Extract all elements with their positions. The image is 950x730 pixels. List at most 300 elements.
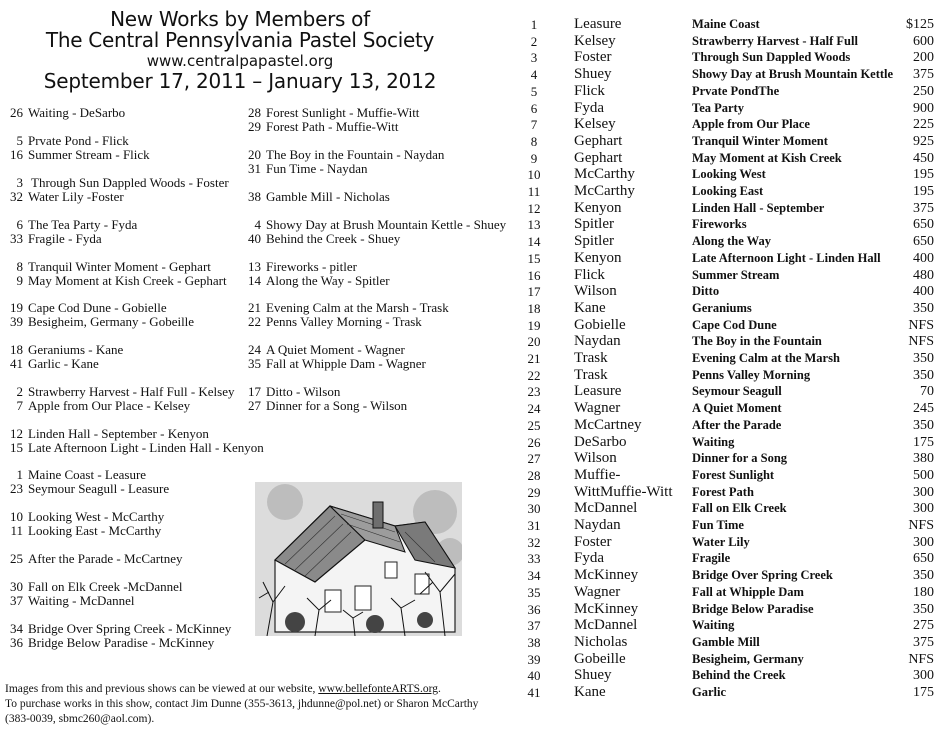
work-title-artist: May Moment at Kish Creek - Gephart bbox=[28, 273, 227, 288]
works-list-item bbox=[4, 356, 99, 371]
work-title-artist: Bridge Over Spring Creek - McKinney bbox=[28, 621, 232, 636]
house-sketch-image bbox=[255, 482, 462, 636]
row-number: 1 bbox=[530, 17, 538, 32]
artist-name: Shuey bbox=[574, 66, 612, 82]
price-table-row bbox=[520, 617, 940, 634]
price: 500 bbox=[913, 468, 934, 483]
price-table-row bbox=[520, 667, 940, 684]
row-number: 11 bbox=[527, 184, 541, 199]
work-title-artist: Gamble Mill - Nicholas bbox=[266, 189, 390, 204]
row-number: 25 bbox=[527, 418, 541, 433]
work-number: 7 bbox=[16, 398, 23, 413]
row-number: 36 bbox=[527, 602, 541, 617]
artist-name: McDannel bbox=[574, 617, 638, 633]
work-title-artist: The Tea Party - Fyda bbox=[28, 217, 138, 232]
artwork-title: Summer Stream bbox=[692, 268, 780, 282]
works-list-item bbox=[4, 467, 146, 482]
work-number: 26 bbox=[10, 105, 23, 120]
work-title-artist: Ditto - Wilson bbox=[266, 384, 341, 399]
work-title-artist: Tranquil Winter Moment - Gephart bbox=[28, 259, 211, 274]
work-number: 14 bbox=[248, 273, 261, 288]
row-number: 24 bbox=[527, 401, 541, 416]
price-table-row bbox=[520, 250, 940, 267]
works-list-item bbox=[242, 300, 449, 315]
works-list-item bbox=[4, 426, 209, 441]
works-list-item bbox=[4, 440, 264, 455]
work-number: 4 bbox=[254, 217, 261, 232]
artwork-title: Forest Sunlight bbox=[692, 468, 775, 482]
work-number: 40 bbox=[248, 231, 261, 246]
work-title-artist: Water Lily -Foster bbox=[28, 189, 124, 204]
row-number: 3 bbox=[530, 50, 538, 65]
artist-name: Gobeille bbox=[574, 651, 626, 667]
artist-name: Fyda bbox=[574, 100, 604, 116]
work-title-artist: Through Sun Dappled Woods - Foster bbox=[28, 175, 229, 190]
price: 375 bbox=[913, 67, 934, 82]
artist-name: Spitler bbox=[574, 216, 614, 232]
works-list-item bbox=[4, 133, 129, 148]
work-number: 22 bbox=[248, 314, 261, 329]
works-list-item bbox=[242, 314, 422, 329]
artwork-title: Bridge Over Spring Creek bbox=[692, 568, 833, 582]
price-table-row bbox=[520, 484, 940, 501]
row-number: 12 bbox=[527, 201, 541, 216]
work-number: 6 bbox=[16, 217, 23, 232]
price: NFS bbox=[908, 334, 934, 349]
artist-name: Gephart bbox=[574, 133, 623, 149]
works-list-item bbox=[4, 523, 161, 538]
work-number: 23 bbox=[10, 481, 23, 496]
artwork-title: Seymour Seagull bbox=[692, 384, 782, 398]
row-number: 4 bbox=[530, 67, 538, 82]
work-number: 2 bbox=[16, 384, 23, 399]
work-number: 25 bbox=[10, 551, 23, 566]
works-list-item bbox=[242, 398, 407, 413]
works-list-item bbox=[4, 189, 124, 204]
price-table-row bbox=[520, 183, 940, 200]
work-title-artist: Fragile - Fyda bbox=[28, 231, 102, 246]
artist-name: Wilson bbox=[574, 283, 617, 299]
price: 650 bbox=[913, 551, 934, 566]
price-table-row bbox=[520, 83, 940, 100]
price: NFS bbox=[908, 652, 934, 667]
work-number: 34 bbox=[10, 621, 23, 636]
price: 480 bbox=[913, 268, 934, 283]
works-list-item bbox=[242, 119, 398, 134]
works-list-item bbox=[4, 579, 183, 594]
artwork-title: Late Afternoon Light - Linden Hall bbox=[692, 251, 881, 265]
works-list-item bbox=[242, 231, 400, 246]
artwork-title: Penns Valley Morning bbox=[692, 368, 811, 382]
work-number: 35 bbox=[248, 356, 261, 371]
works-list-item bbox=[4, 217, 137, 232]
work-title-artist: Summer Stream - Flick bbox=[28, 147, 150, 162]
price-table-row bbox=[520, 467, 940, 484]
website-note-end: . bbox=[438, 683, 441, 695]
artwork-title: The Boy in the Fountain bbox=[692, 334, 822, 348]
price-table-row bbox=[520, 601, 940, 618]
artwork-title: Apple from Our Place bbox=[692, 117, 810, 131]
artwork-title: Tranquil Winter Moment bbox=[692, 134, 828, 148]
work-title-artist: Seymour Seagull - Leasure bbox=[28, 481, 170, 496]
price: 375 bbox=[913, 201, 934, 216]
artist-name: Spitler bbox=[574, 233, 614, 249]
price: 650 bbox=[913, 234, 934, 249]
artwork-title: Through Sun Dappled Woods bbox=[692, 50, 851, 64]
work-title-artist: Waiting - DeSarbo bbox=[28, 105, 126, 120]
works-list-item bbox=[242, 342, 405, 357]
price-table-row bbox=[520, 33, 940, 50]
price-table-row bbox=[520, 400, 940, 417]
row-number: 20 bbox=[527, 334, 541, 349]
price-table-row bbox=[520, 300, 940, 317]
row-number: 15 bbox=[527, 251, 541, 266]
work-number: 8 bbox=[16, 259, 23, 274]
price-table-row bbox=[520, 116, 940, 133]
work-number: 32 bbox=[10, 189, 23, 204]
artwork-title: Fall at Whipple Dam bbox=[692, 585, 804, 599]
row-number: 2 bbox=[530, 34, 538, 49]
work-number: 11 bbox=[10, 523, 23, 538]
row-number: 41 bbox=[527, 685, 541, 700]
work-title-artist: Fall on Elk Creek -McDannel bbox=[28, 579, 183, 594]
price-table-row bbox=[520, 350, 940, 367]
works-list-item bbox=[4, 259, 211, 274]
artwork-title: Linden Hall - September bbox=[692, 201, 825, 215]
artwork-title: Along the Way bbox=[692, 234, 771, 248]
artist-name: Flick bbox=[574, 267, 605, 283]
show-dates: September 17, 2011 – January 13, 2012 bbox=[43, 69, 437, 93]
price-table-row bbox=[520, 233, 940, 250]
artwork-title: Prvate PondThe bbox=[692, 84, 780, 98]
work-title-artist: Garlic - Kane bbox=[28, 356, 99, 371]
work-number: 30 bbox=[10, 579, 23, 594]
work-number: 17 bbox=[248, 384, 261, 399]
artwork-title: Maine Coast bbox=[692, 17, 760, 31]
price-table-row bbox=[520, 634, 940, 651]
artwork-title: Ditto bbox=[692, 284, 720, 298]
artist-name: Wagner bbox=[574, 584, 621, 600]
purchase-contact-line: To purchase works in this show, contact Jim Dunne (355-3613, jhdunne@pol.net) or Sharon McCarthy bbox=[5, 698, 479, 710]
artwork-title: Fireworks bbox=[692, 217, 747, 231]
price: NFS bbox=[908, 518, 934, 533]
price: 200 bbox=[913, 50, 934, 65]
work-title-artist: The Boy in the Fountain - Naydan bbox=[266, 147, 445, 162]
price-table-row bbox=[520, 200, 940, 217]
artist-name: Kane bbox=[574, 300, 606, 316]
works-list-item bbox=[4, 300, 167, 315]
work-title-artist: Waiting - McDannel bbox=[28, 593, 135, 608]
works-list-item bbox=[4, 231, 102, 246]
work-title-artist: Showy Day at Brush Mountain Kettle - Shuey bbox=[266, 217, 507, 232]
works-list-item bbox=[242, 161, 367, 176]
price-table-row bbox=[520, 216, 940, 233]
price-table-row bbox=[520, 500, 940, 517]
works-list-item bbox=[242, 356, 426, 371]
artist-name: McDannel bbox=[574, 500, 638, 516]
price: NFS bbox=[908, 318, 934, 333]
work-title-artist: After the Parade - McCartney bbox=[28, 551, 183, 566]
work-title-artist: Geraniums - Kane bbox=[28, 342, 124, 357]
price: 300 bbox=[913, 535, 934, 550]
row-number: 27 bbox=[527, 451, 541, 466]
work-title-artist: A Quiet Moment - Wagner bbox=[266, 342, 405, 357]
price-table-row bbox=[520, 434, 940, 451]
price: 225 bbox=[913, 117, 934, 132]
works-list-item bbox=[242, 189, 390, 204]
artwork-title: Behind the Creek bbox=[692, 668, 786, 682]
work-title-artist: Fall at Whipple Dam - Wagner bbox=[266, 356, 426, 371]
row-number: 14 bbox=[527, 234, 541, 249]
work-number: 19 bbox=[10, 300, 23, 315]
work-number: 20 bbox=[248, 147, 261, 162]
artwork-title: Fun Time bbox=[692, 518, 744, 532]
artist-name: Trask bbox=[574, 367, 608, 383]
row-number: 28 bbox=[527, 468, 541, 483]
work-title-artist: Prvate Pond - Flick bbox=[28, 133, 129, 148]
price-table-row bbox=[520, 100, 940, 117]
row-number: 6 bbox=[530, 101, 538, 116]
price-table-row bbox=[520, 317, 940, 334]
row-number: 26 bbox=[527, 435, 541, 450]
row-number: 16 bbox=[527, 268, 541, 283]
artist-name: Kenyon bbox=[574, 200, 622, 216]
artwork-title: A Quiet Moment bbox=[692, 401, 782, 415]
works-list-item bbox=[242, 217, 506, 232]
artwork-title: Looking West bbox=[692, 167, 766, 181]
artist-name: Nicholas bbox=[574, 634, 628, 650]
artwork-title: Fragile bbox=[692, 551, 731, 565]
work-title-artist: Forest Sunlight - Muffie-Witt bbox=[266, 105, 420, 120]
artwork-title: Fall on Elk Creek bbox=[692, 501, 787, 515]
work-title-artist: Along the Way - Spitler bbox=[266, 273, 390, 288]
row-number: 30 bbox=[527, 501, 541, 516]
price-table-row bbox=[520, 150, 940, 167]
price: 195 bbox=[913, 167, 934, 182]
price: 195 bbox=[913, 184, 934, 199]
work-title-artist: Linden Hall - September - Kenyon bbox=[28, 426, 209, 441]
price: $125 bbox=[906, 17, 934, 32]
work-number: 41 bbox=[10, 356, 23, 371]
artwork-title: Cape Cod Dune bbox=[692, 318, 777, 332]
price: 175 bbox=[913, 685, 934, 700]
work-title-artist: Forest Path - Muffie-Witt bbox=[266, 119, 399, 134]
works-list-item bbox=[4, 273, 227, 288]
work-number: 33 bbox=[10, 231, 23, 246]
row-number: 32 bbox=[527, 535, 541, 550]
price: 300 bbox=[913, 485, 934, 500]
website-note-text: Images from this and previous shows can be viewed at our website, bbox=[5, 683, 319, 695]
artist-name: Gobielle bbox=[574, 317, 626, 333]
work-title-artist: Dinner for a Song - Wilson bbox=[266, 398, 408, 413]
price-table-row bbox=[520, 450, 940, 467]
work-title-artist: Apple from Our Place - Kelsey bbox=[28, 398, 191, 413]
artist-name: Foster bbox=[574, 534, 612, 550]
price-table-row bbox=[520, 383, 940, 400]
artwork-title: Gamble Mill bbox=[692, 635, 760, 649]
row-number: 31 bbox=[527, 518, 541, 533]
website-note bbox=[5, 683, 441, 695]
price: 350 bbox=[913, 368, 934, 383]
artist-name: Naydan bbox=[574, 517, 621, 533]
price: 350 bbox=[913, 418, 934, 433]
artist-name: DeSarbo bbox=[574, 434, 627, 450]
artwork-title: Tea Party bbox=[692, 101, 744, 115]
artist-name: Foster bbox=[574, 49, 612, 65]
artist-name: McKinney bbox=[574, 601, 639, 617]
price-table-row bbox=[520, 651, 940, 668]
row-number: 10 bbox=[527, 167, 541, 182]
work-number: 31 bbox=[248, 161, 261, 176]
artist-name: McCarthy bbox=[574, 183, 635, 199]
work-title-artist: Fireworks - pitler bbox=[266, 259, 357, 274]
works-list-item bbox=[242, 105, 419, 120]
price-table-row bbox=[520, 684, 940, 701]
price-table bbox=[520, 16, 940, 716]
title-line-1: New Works by Members of bbox=[110, 7, 370, 31]
price: 900 bbox=[913, 101, 934, 116]
artwork-title: Looking East bbox=[692, 184, 764, 198]
work-number: 9 bbox=[16, 273, 23, 288]
artist-name: Kelsey bbox=[574, 116, 616, 132]
artist-name: Shuey bbox=[574, 667, 612, 683]
artist-name: Muffie- bbox=[574, 467, 621, 483]
price: 380 bbox=[913, 451, 934, 466]
row-number: 35 bbox=[527, 585, 541, 600]
work-title-artist: Evening Calm at the Marsh - Trask bbox=[266, 300, 449, 315]
artist-name: Flick bbox=[574, 83, 605, 99]
row-number: 9 bbox=[530, 151, 538, 166]
work-number: 5 bbox=[16, 133, 23, 148]
works-list-item bbox=[4, 635, 214, 650]
work-number: 10 bbox=[10, 509, 23, 524]
price: 650 bbox=[913, 217, 934, 232]
artist-name: Leasure bbox=[574, 383, 622, 399]
price-table-row bbox=[520, 567, 940, 584]
row-number: 17 bbox=[527, 284, 541, 299]
work-number: 28 bbox=[248, 105, 261, 120]
artist-name: Leasure bbox=[574, 16, 622, 32]
works-list-item bbox=[242, 273, 390, 288]
artwork-title: Evening Calm at the Marsh bbox=[692, 351, 840, 365]
row-number: 34 bbox=[527, 568, 541, 583]
artist-name: Fyda bbox=[574, 550, 604, 566]
artwork-title: Dinner for a Song bbox=[692, 451, 788, 465]
work-number: 18 bbox=[10, 342, 23, 357]
price: 450 bbox=[913, 151, 934, 166]
artist-name: Naydan bbox=[574, 333, 621, 349]
works-list-item bbox=[4, 314, 194, 329]
row-number: 37 bbox=[527, 618, 541, 633]
price: 175 bbox=[913, 435, 934, 450]
website-url: www.centralpapastel.org bbox=[146, 52, 334, 70]
works-list-item bbox=[242, 384, 340, 399]
work-title-artist: Bridge Below Paradise - McKinney bbox=[28, 635, 215, 650]
price-table-row bbox=[520, 66, 940, 83]
artwork-title: Garlic bbox=[692, 685, 727, 699]
artwork-title: Strawberry Harvest - Half Full bbox=[692, 34, 858, 48]
price-table-row bbox=[520, 133, 940, 150]
works-list-item bbox=[4, 593, 135, 608]
works-list-item bbox=[242, 147, 444, 162]
works-list-item bbox=[4, 175, 229, 190]
price-table-row bbox=[520, 534, 940, 551]
work-title-artist: Cape Cod Dune - Gobielle bbox=[28, 300, 167, 315]
artist-name: McCartney bbox=[574, 417, 642, 433]
work-number: 38 bbox=[248, 189, 261, 204]
artist-name: Wagner bbox=[574, 400, 621, 416]
work-title-artist: Strawberry Harvest - Half Full - Kelsey bbox=[28, 384, 235, 399]
price-table-row bbox=[520, 49, 940, 66]
price: 400 bbox=[913, 251, 934, 266]
work-title-artist: Looking West - McCarthy bbox=[28, 509, 165, 524]
works-list-item bbox=[4, 105, 125, 120]
artist-name: McCarthy bbox=[574, 166, 635, 182]
artwork-title: Waiting bbox=[692, 435, 735, 449]
price: 925 bbox=[913, 134, 934, 149]
work-number: 27 bbox=[248, 398, 261, 413]
price-table-row bbox=[520, 550, 940, 567]
price: 350 bbox=[913, 602, 934, 617]
price-table-row bbox=[520, 267, 940, 284]
works-list-item bbox=[4, 384, 235, 399]
price-table-row bbox=[520, 333, 940, 350]
artist-name: Kelsey bbox=[574, 33, 616, 49]
artist-name: WittMuffie-Witt bbox=[574, 484, 673, 500]
works-list-item bbox=[4, 398, 190, 413]
works-list-item bbox=[4, 481, 169, 496]
artist-name: Kenyon bbox=[574, 250, 622, 266]
price: 300 bbox=[913, 501, 934, 516]
price: 600 bbox=[913, 34, 934, 49]
work-number: 1 bbox=[16, 467, 23, 482]
work-title-artist: Fun Time - Naydan bbox=[266, 161, 368, 176]
price: 250 bbox=[913, 84, 934, 99]
price-table-row bbox=[520, 417, 940, 434]
artwork-title: Geraniums bbox=[692, 301, 752, 315]
price: 400 bbox=[913, 284, 934, 299]
row-number: 7 bbox=[530, 117, 538, 132]
price: 245 bbox=[913, 401, 934, 416]
website-link[interactable]: www.bellefonteARTS.org bbox=[318, 683, 439, 695]
row-number: 33 bbox=[527, 551, 541, 566]
work-title-artist: Besigheim, Germany - Gobeille bbox=[28, 314, 195, 329]
work-title-artist: Late Afternoon Light - Linden Hall - Kenyon bbox=[28, 440, 264, 455]
price-table-row bbox=[520, 16, 940, 33]
artwork-title: May Moment at Kish Creek bbox=[692, 151, 842, 165]
works-list-item bbox=[4, 147, 150, 162]
row-number: 38 bbox=[527, 635, 541, 650]
work-number: 3 bbox=[16, 175, 23, 190]
artist-name: Gephart bbox=[574, 150, 623, 166]
price-table-row bbox=[520, 166, 940, 183]
artist-name: Kane bbox=[574, 684, 606, 700]
row-number: 5 bbox=[530, 84, 538, 99]
artwork-title: Forest Path bbox=[692, 485, 754, 499]
works-list-item bbox=[4, 551, 183, 566]
work-number: 16 bbox=[10, 147, 23, 162]
price: 180 bbox=[913, 585, 934, 600]
works-list-item bbox=[4, 621, 231, 636]
work-title-artist: Penns Valley Morning - Trask bbox=[266, 314, 422, 329]
works-list-item bbox=[4, 509, 164, 524]
row-number: 22 bbox=[527, 368, 541, 383]
work-number: 15 bbox=[10, 440, 23, 455]
work-title-artist: Behind the Creek - Shuey bbox=[266, 231, 401, 246]
work-title-artist: Looking East - McCarthy bbox=[28, 523, 162, 538]
row-number: 8 bbox=[530, 134, 538, 149]
row-number: 19 bbox=[527, 318, 541, 333]
